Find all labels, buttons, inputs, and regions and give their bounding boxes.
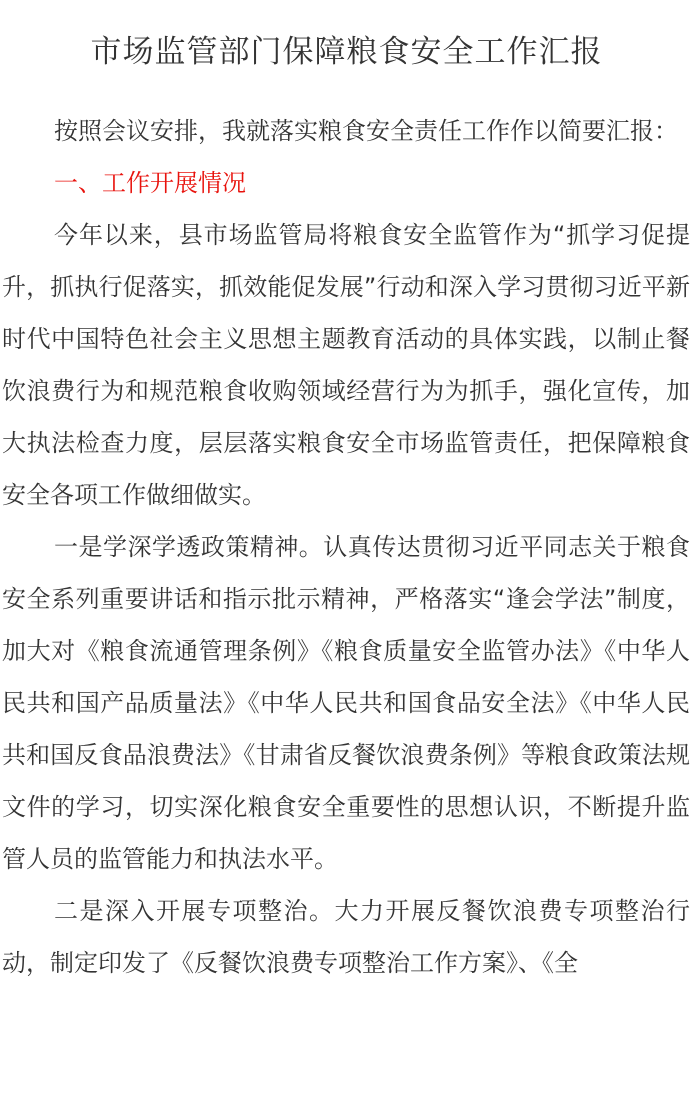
body-paragraph-policy-study: 一是学深学透政策精神。认真传达贯彻习近平同志关于粮食安全系列重要讲话和指示批示精神，严格落实“逢会学法”制度，加大对《粮食流通管理条例》《粮食质量安全监管办法》《中华人民共和国产品质量法》《中华人民共和国食品安全法》《中华人民共和国反食品浪费法》《甘肃省反餐饮浪费条例》等粮食政策法规文件的学习，切实深化粮食安全重要性的思想认识，不断提升监管人员的监管能力和执法水平。: [2, 533, 690, 873]
section-heading: 一、工作开展情况: [54, 169, 246, 197]
document-body: [2, 105, 690, 989]
body-paragraph-overview: 今年以来，县市场监管局将粮食安全监管作为“抓学习促提升，抓执行促落实，抓效能促发展”行动和深入学习贯彻习近平新时代中国特色社会主义思想主题教育活动的具体实践，以制止餐饮浪费行为和规范粮食收购领域经营行为为抓手，强化宣传，加大执法检查力度，层层落实粮食安全市场监管责任，把保障粮食安全各项工作做细做实。: [2, 221, 690, 509]
body-paragraph-special-rectification: 二是深入开展专项整治。大力开展反餐饮浪费专项整治行动，制定印发了《反餐饮浪费专项整治工作方案》、《全: [2, 897, 690, 977]
intro-paragraph: 按照会议安排，我就落实粮食安全责任工作作以简要汇报：: [54, 117, 678, 145]
document-title: 市场监管部门保障粮食安全工作汇报: [90, 34, 603, 70]
